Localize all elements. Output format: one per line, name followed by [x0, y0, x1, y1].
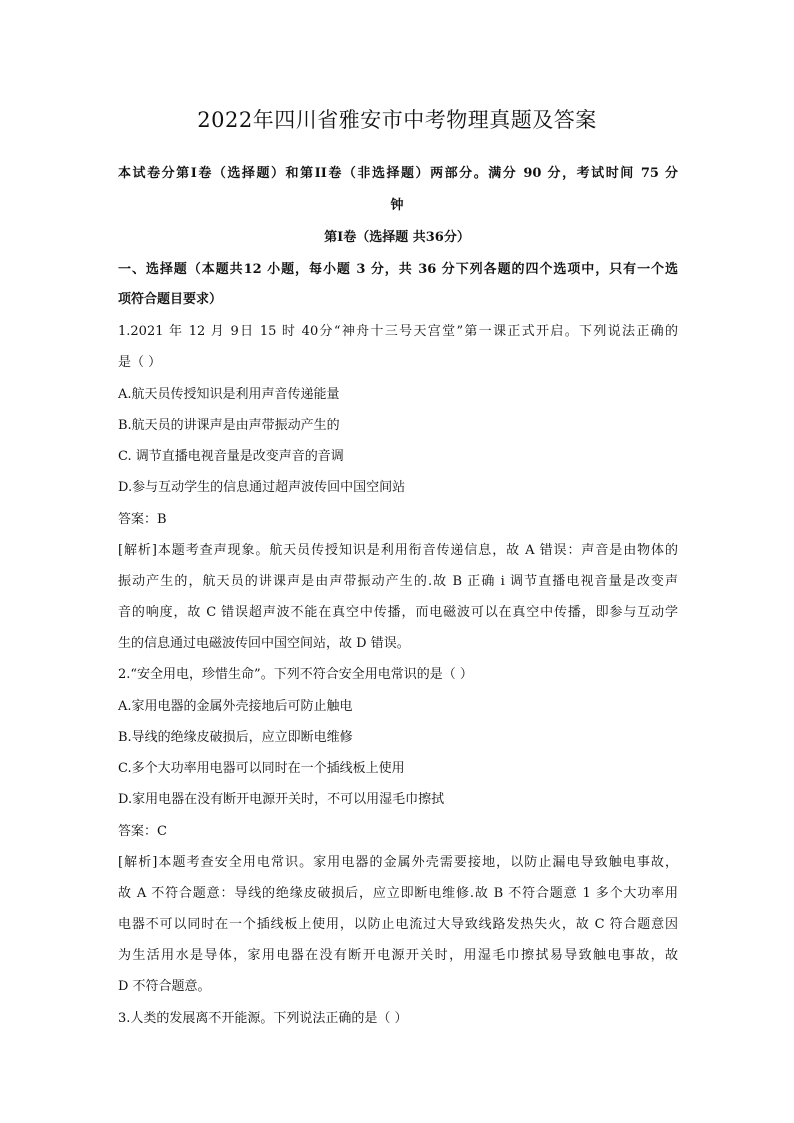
- question-1-stem-line-1: 1.2021 年 12 月 9日 15 时 40分“神舟十三号天宫堂”第一课正式开启。下列说法正确的: [118, 324, 678, 339]
- question-2-analysis-line-1: [解析]本题考查安全用电常识。家用电器的金属外壳需要接地，以防止漏电导致触电事故，: [118, 855, 678, 870]
- question-2-option-c: C.多个大功率用电器可以同时在一个插线板上使用: [118, 761, 405, 776]
- intro-text-line-2: 钟: [390, 198, 404, 213]
- question-2-option-a: A.家用电器的金属外壳接地后可防止触电: [118, 699, 353, 714]
- question-2-option-d: D.家用电器在没有断开电源开关时，不可以用湿毛巾擦拭: [118, 792, 445, 807]
- question-1-analysis-line-3: 音的响度，故 C 错误超声波不能在真空中传播，而电磁波可以在真空中传播，即参与互动学: [118, 605, 678, 620]
- intro-text-line-1: 本试卷分第Ⅰ卷（选择题）和第II卷（非选择题）两部分。满分 90 分，考试时间 75 分: [118, 166, 678, 181]
- section-title: 第Ⅰ卷（选择题 共36分）: [324, 230, 470, 245]
- question-1-stem-line-2: 是（ ）: [118, 355, 162, 370]
- question-1-analysis-line-2: 振动产生的，航天员的讲课声是由声带振动产生的.故 B 正确 i 调节直播电视音量是改变声: [118, 574, 678, 589]
- question-2-analysis-line-3: 电器不可以同时在一个插线板上使用，以防止电流过大导致线路发热失火，故 C 符合题意因: [118, 917, 678, 932]
- question-1-analysis-line-1: [解析]本题考查声现象。航天员传授知识是利用衔音传递信息，故 A 错误：声音是由物体的: [118, 543, 678, 558]
- question-2-analysis-line-4: 为生活用水是导体，家用电器在没有断开电源开关时，用湿毛巾擦拭易导致触电事故，故: [118, 948, 678, 963]
- question-2-stem-line-1: 2.“安全用电，珍惜生命”。下列不符合安全用电常识的是（ ）: [118, 667, 473, 682]
- instructions-line-1: 一、选择题（本题共12 小题，每小题 3 分，共 36 分下列各题的四个选项中，只有一个选: [118, 262, 678, 277]
- page-title: 2022年四川省雅安市中考物理真题及答案: [197, 108, 597, 132]
- question-1-analysis-line-4: 生的信息通过电磁波传回中国空间站，故 D 错误。: [118, 636, 410, 651]
- question-1-option-a: A.航天员传授知识是利用声音传递能量: [118, 387, 340, 402]
- instructions-line-2: 项符合题目要求）: [118, 292, 223, 307]
- question-1-option-b: B.航天员的讲课声是由声带振动产生的: [118, 418, 340, 433]
- question-2-analysis-line-5: D 不符合题意。: [118, 979, 211, 994]
- question-2-option-b: B.导线的绝缘皮破损后，应立即断电维修: [118, 730, 353, 745]
- question-2-analysis-line-2: 故 A 不符合题意：导线的绝缘皮破损后，应立即断电维修.故 B 不符合题意 1 多个大功率用: [118, 886, 678, 901]
- question-2-answer: 答案：C: [118, 824, 167, 839]
- question-1-option-d: D.参与互动学生的信息通过超声波传回中国空间站: [118, 480, 406, 495]
- question-1-option-c: C. 调节直播电视音量是改变声音的音调: [118, 449, 344, 464]
- question-1-answer: 答案：B: [118, 512, 167, 527]
- question-3-stem-line-1: 3.人类的发展离不开能源。下列说法正确的是（ ）: [118, 1011, 408, 1026]
